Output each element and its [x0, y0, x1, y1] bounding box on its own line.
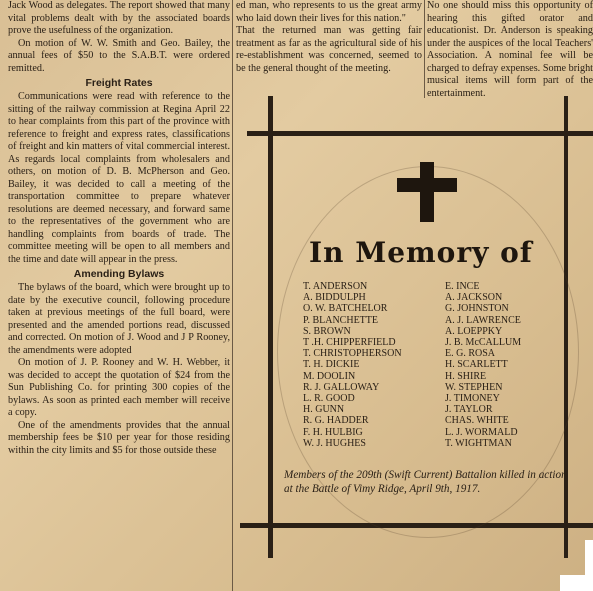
list-item: A. BIDDULPH: [303, 292, 366, 304]
list-item: T .H. CHIPPERFIELD: [303, 337, 396, 349]
list-item: A. LOEPPKY: [445, 325, 503, 337]
column-divider-right: [424, 0, 425, 98]
list-item: A. JACKSON: [445, 292, 503, 304]
list-item: J. B. McCALLUM: [445, 337, 522, 349]
list-item: W. J. HUGHES: [303, 437, 366, 449]
middle-news-column: [236, 0, 422, 100]
list-item: J. TAYLOR: [445, 404, 493, 416]
left-paragraph-2: On motion of W. W. Smith and Geo. Bailey, the annual fees of $50 to the S.A.B.T. were ordered remitted.: [8, 37, 230, 74]
names-list-left: [303, 281, 402, 449]
left-paragraph-1: Jack Wood as delegates. The report showed that many vital problems dealt with by the associated boards prove the usefulness of the organization.: [8, 0, 230, 36]
list-item: O. W. BATCHELOR: [303, 303, 388, 315]
list-item: H. SHIRE: [445, 370, 487, 382]
right-paragraph: No one should miss this opportunity of hearing this gifted orator and educationist. Dr. Anderson is speaking under the auspices of the local Teachers' Association. A nominal fee will be charged to defray expenses. Some bright musical items will form part of the entertainment.: [427, 0, 593, 99]
list-item: CHAS. WHITE: [445, 415, 509, 427]
list-item: T. ANDERSON: [303, 281, 368, 292]
list-item: R. J. GALLOWAY: [303, 381, 380, 393]
list-item: J. TIMONEY: [445, 393, 500, 405]
left-news-column: [8, 0, 230, 591]
memorial-notice: [247, 96, 593, 556]
list-item: P. BLANCHETTE: [303, 314, 378, 326]
list-item: A. J. LAWRENCE: [445, 314, 521, 326]
list-item: W. STEPHEN: [445, 381, 503, 393]
right-news-column: [427, 0, 593, 100]
memorial-caption: Members of the 209th (Swift Current) Battalion killed in action at the Battle of Vimy Ridge, April 9th, 1917.: [284, 469, 567, 495]
left-paragraph-6: One of the amendments provides that the annual membership fees be $10 per year for those residing within the city limits and $5 for those outside these: [8, 419, 230, 456]
list-item: F. H. HULBIG: [303, 426, 363, 438]
left-paragraph-5: On motion of J. P. Rooney and W. H. Webber, it was decided to accept the quotation of $24 from the Sun Publishing Co. for printing 300 copies of the bylaws. As soon as printed each member will receive a copy.: [8, 357, 230, 418]
list-item: M. DOOLIN: [303, 370, 356, 382]
list-item: L. R. GOOD: [303, 393, 355, 405]
list-item: L. J. WORMALD: [445, 426, 518, 438]
list-item: G. JOHNSTON: [445, 303, 509, 315]
heading-amending-bylaws: Amending Bylaws: [73, 268, 165, 280]
list-item: E. INCE: [445, 281, 480, 292]
heading-freight-rates: Freight Rates: [85, 77, 153, 89]
left-paragraph-4: The bylaws of the board, which were brought up to date by the executive council, following procedure taken at previous meetings of the full board, were presented and the amended portions read, discussed and corrected. On motion of J. Wood and J P Rooney, the amendments were adopted: [8, 282, 230, 356]
list-item: S. BROWN: [303, 325, 351, 337]
middle-paragraph: ed man, who represents to us the great army who laid down their lives for this nation." That the returned man was getting fair treatment as far as the agricultural side of his re-establishment was concerned, seemed to be the general thought of the meeting.: [236, 0, 422, 74]
column-divider-left: [232, 0, 233, 591]
list-item: H. GUNN: [303, 404, 345, 416]
list-item: E. G. ROSA: [445, 348, 496, 360]
list-item: T. WIGHTMAN: [445, 437, 512, 449]
list-item: T. H. DICKIE: [303, 359, 360, 371]
left-paragraph-3: Communications were read with reference to the sitting of the railway commission at Regina April 22 to hear complaints from this part of the province with reference to freight and express rates, classifications of freight and kin matters of vital commercial interest. As regards local complaints from wholesalers and others, on motion of D. B. McPherson and Geo. Bailey, it was decided to call a meeting of the transportation committee to prepare whatever resolutions are deemed necessary, and forward same to the representatives of the government who are handling complaints from boards of trade. The committee meeting will be open to all members and the time and date will appear in the press.: [8, 91, 230, 265]
memorial-title: In Memory of: [309, 236, 533, 269]
torn-edge-corner: [560, 575, 593, 591]
cross-icon-bar: [397, 178, 457, 192]
list-item: T. CHRISTOPHERSON: [303, 348, 402, 360]
list-item: R. G. HADDER: [303, 415, 369, 427]
list-item: H. SCARLETT: [445, 359, 508, 371]
names-list-right: [445, 281, 521, 449]
cross-icon: [420, 162, 434, 222]
